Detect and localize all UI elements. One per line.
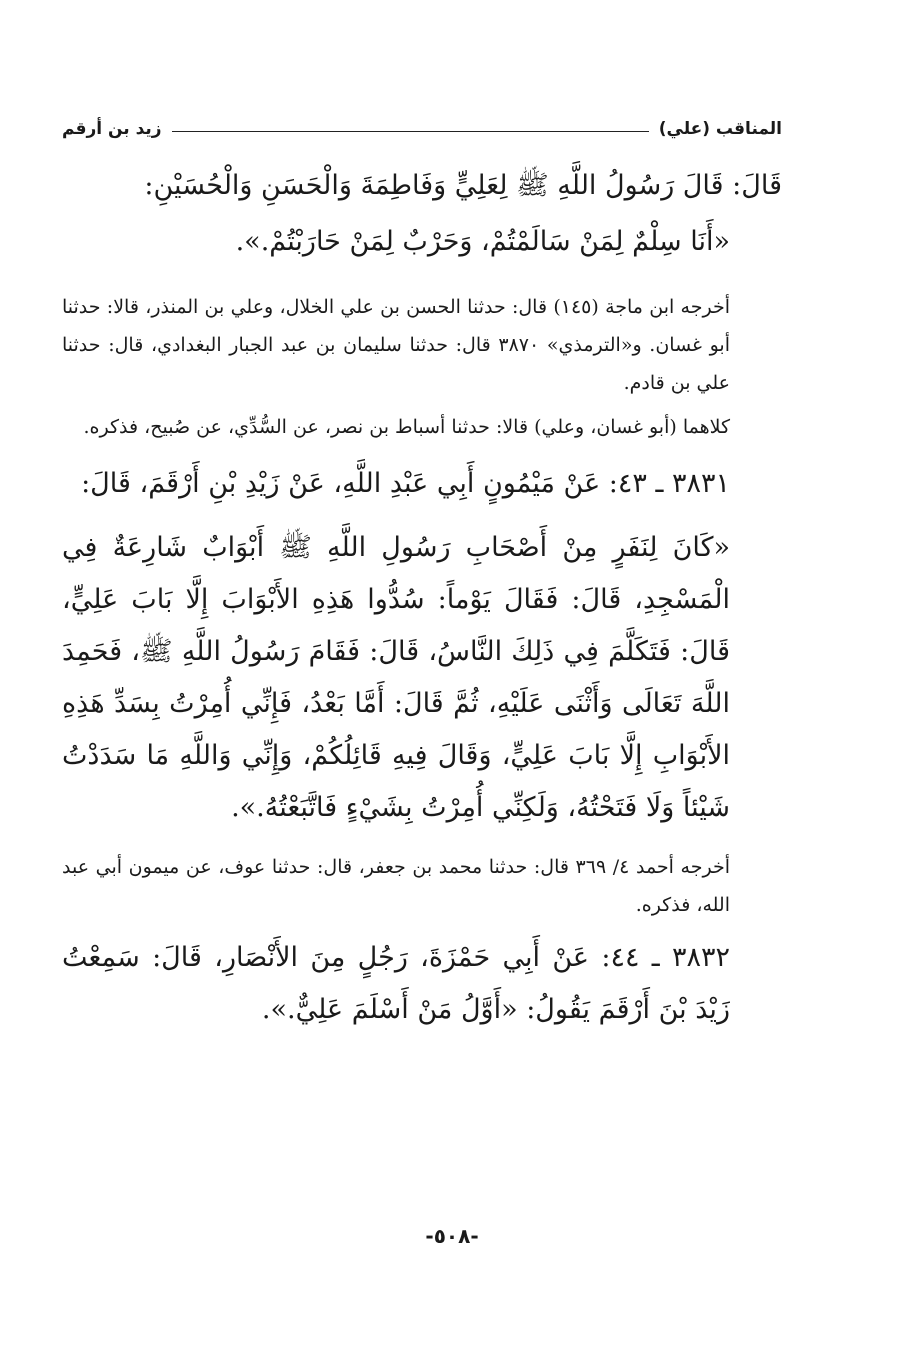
- header-rule: [172, 131, 649, 132]
- hadith-43-text: «كَانَ لِنَفَرٍ مِنْ أَصْحَابِ رَسُولِ اللَّهِ ﷺ أَبْوَابٌ شَارِعَةٌ فِي الْمَسْجِدِ، قَالَ: فَقَالَ يَوْماً: سُدُّوا هَذِهِ الأَبْوَابَ إِلَّا بَابَ عَلِيٍّ، قَالَ: فَتَكَلَّمَ فِي ذَلِكَ النَّاسُ، قَالَ: فَقَامَ رَسُولُ اللَّهِ ﷺ، فَحَمِدَ اللَّهَ تَعَالَى وَأَثْنَى عَلَيْهِ، ثُمَّ قَالَ: أَمَّا بَعْدُ، فَإِنِّي أُمِرْتُ بِسَدِّ هَذِهِ الأَبْوَابِ إِلَّا بَابَ عَلِيٍّ، وَقَالَ فِيهِ قَائِلُكُمْ، وَإِنِّي وَاللَّهِ مَا سَدَدْتُ شَيْئاً وَلَا فَتَحْتُهُ، وَلَكِنِّي أُمِرْتُ بِشَيْءٍ فَاتَّبَعْتُهُ.».: [62, 532, 730, 823]
- page-content: [62, 112, 782, 1036]
- page-number: -٥٠٨-: [425, 1224, 479, 1248]
- chain-commentary-1: كلاهما (أبو غسان، وعلي) قالا: حدثنا أسباط بن نصر، عن السُّدِّي، عن صُبيح، فذكره.: [83, 416, 730, 438]
- hadith-continuation-line-1: قَالَ: قَالَ رَسُولُ اللَّهِ ﷺ لِعَلِيٍّ وَفَاطِمَةَ وَالْحَسَنِ وَالْحُسَيْنِ:: [144, 170, 782, 201]
- hadith-43-heading: ٣٨٣١ ـ ٤٣: عَنْ مَيْمُونٍ أَبِي عَبْدِ اللَّهِ، عَنْ زَيْدِ بْنِ أَرْقَمَ، قَالَ:: [81, 468, 730, 499]
- hadith-44-text: ٣٨٣٢ ـ ٤٤: عَنْ أَبِي حَمْزَةَ، رَجُلٍ مِنَ الأَنْصَارِ، قَالَ: سَمِعْتُ زَيْدَ بْنَ أَرْقَمَ يَقُولُ: «أَوَّلُ مَنْ أَسْلَمَ عَلِيٌّ.».: [62, 942, 730, 1025]
- header-chapter: زيد بن أرقم: [62, 119, 162, 139]
- hadith-continuation-line-2: «أَنَا سِلْمٌ لِمَنْ سَالَمْتُمْ، وَحَرْبٌ لِمَنْ حَارَبْتُمْ.».: [235, 226, 730, 257]
- takhrij-paragraph-2: أخرجه أحمد ٤/ ٣٦٩ قال: حدثنا محمد بن جعفر، قال: حدثنا عوف، عن ميمون أبي عبد الله، فذكره.: [62, 856, 730, 916]
- running-header: [62, 112, 782, 146]
- takhrij-paragraph-1: أخرجه ابن ماجة (١٤٥) قال: حدثنا الحسن بن علي الخلال، وعلي بن المنذر، قالا: حدثنا أبو غسان. و«الترمذي» ٣٨٧٠ قال: حدثنا سليمان بن عبد الجبار البغدادي، قال: حدثنا علي بن قادم.: [62, 296, 730, 394]
- header-section: المناقب (علي): [658, 119, 782, 139]
